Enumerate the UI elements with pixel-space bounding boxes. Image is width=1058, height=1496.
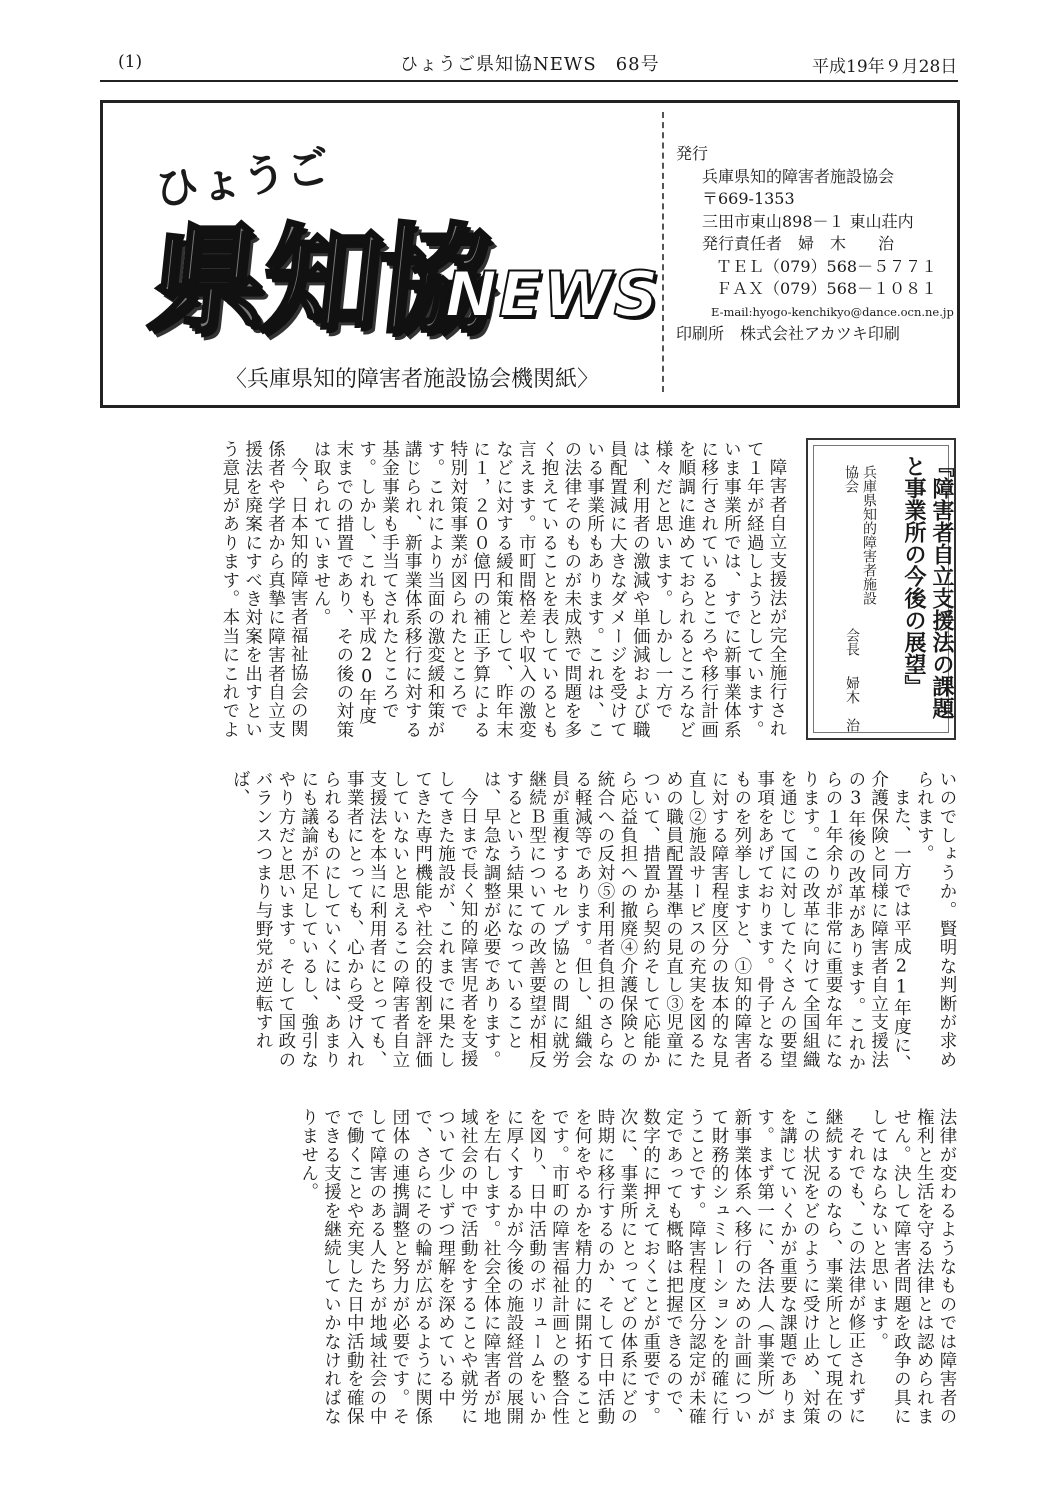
- publisher-info: [676, 143, 961, 346]
- publisher-email: E-mail:hyogo-kenchikyo@dance.ocn.ne.jp: [711, 304, 954, 319]
- paragraph: 法律が変わるようなものでは障害者の権利と生活を守る法律とは認められません。決して障害者問題を政争の具にしてはならないと思います。: [868, 1108, 957, 1426]
- publisher-postal: 〒669-1353: [702, 189, 795, 208]
- issue-date: 平成19年９月28日: [812, 57, 958, 77]
- page-number: (1): [118, 52, 143, 72]
- author-role: 会長: [844, 628, 860, 656]
- paragraph: 今、日本知的障害者福祉協会の関係者や学者から真摯に障害者自立支援法を廃案にすべき対案を出すという意見があります。本当にこれでよ: [219, 440, 309, 740]
- publisher-tel: ＴＥＬ（079）568－５７７１: [716, 256, 938, 276]
- paragraph: いのでしょうか。賢明な判断が求められます。: [914, 770, 957, 1070]
- logo-kenchikyo: 県知協: [141, 211, 499, 349]
- publisher-org: 兵庫県知的障害者施設協会: [702, 166, 895, 186]
- paragraph: また、一方では平成21年度に、介護保険と同様に障害者自立支援法の3年後の改革があります。これからの１年余りが非常に重要な年になります。この改革に向けて全国組織を通じて国に対してたくさんの要望事項をあげております。骨子となるものを列挙しますと、①知的障害者に対する障害程度区分の抜本的な見直し②施設サービスの充実を図るための職員配置基準の見直し③児童について、措置から契約そして応能から応益負担への撤廃④介護保険との統合への反対⑤利用者負担のさらなる軽減等であります。但し、組織会員が重複するセルプ協との間に就労継続Ｂ型についての改善要望が相反するという結果になっていることは、早急な調整が必要であります。: [481, 770, 912, 1073]
- article-body-upper: [128, 440, 788, 740]
- logo-news: NEWS: [445, 258, 661, 331]
- publisher-responsible: 発行責任者 婦 木 治: [702, 234, 895, 253]
- paragraph: 障害者自立支援法が完全施行されて１年が経過しようとしています。いま事業所では、すでに新事業体系に移行されているところや移行計画を順調に進めておられるところなど様々だと思います。しかし一方では、利用者の激減や単価減および職員配置減に大きなダメージを受けている事業所もあります。これは、この法律そのものが未成熟で問題を多く抱えていることを表しているとも言えます。市町間格差や収入の激変などに対する緩和策として、昨年末に１，２００億円の補正予算による特別対策事業が図られたところです。これにより当面の激変緩和策が講じられ、新事業体系移行に対する基金事業も手当てされたところです。しかし、これも平成20年度末までの措置であり、その後の対策は取られていません。: [311, 440, 787, 740]
- author-name: 婦木 治: [844, 676, 860, 732]
- paragraph: 今日まで長く知的障害児者を支援してきた施設が、これまでに果たしてきた専門機能や社会的役割を評価していないと思えるこの障害者自立支援法を本当に利用者にとっても、事業者にとっても、心から受け入れられるものにしていくには、あまりにも議論が不足しているし、強引なやり方だと思います。そして国政のバランスつまり与野党が逆転すれば、: [230, 770, 479, 1070]
- publisher-fax: ＦＡＸ（079）568－１０８１: [716, 279, 938, 298]
- publisher-label: 発行: [676, 144, 709, 163]
- logo-hyougo: ひょうご: [151, 141, 333, 217]
- header-rule: [100, 80, 958, 82]
- paragraph: それでも、この法律が修正されずに継続するのなら、事業所として現在のこの状況をどのように受け止め、対策を講じていくかが重要な課題であります。まず第一に、各法人（事業所）が新事業体系へ移行のための計画について財務的シュミレーションを的確に行うことです。障害程度区分認定が未確定であっても概略は把握できるので、数字的に押えておくことが重要です。次に、事業所にとってどの体系にどの時期に移行するのか、そして日中活動を何をやるかを精力的に開拓することです。市町の障害福祉計画との整合性を図り、日中活動のボリュームをいかに厚くするかが今後の施設経営の展開を左右します。社会全体に障害者が地域社会の中で活動をすることや就労について少しずつ理解を深めている中で、さらにその輪が広がるように関係団体の連携調整と努力が必要です。そして障害のある人たちが地域社会の中で働くことや充実した日中活動を確保できる支援を継続していかなければなりません。: [298, 1108, 866, 1426]
- article-title: 『障害者自立支援法の課題と事業所の今後の展望』: [901, 455, 955, 719]
- article-body-lower: [128, 1108, 958, 1438]
- publication-issue: ひょうご県知協NEWS 68号: [400, 54, 660, 75]
- article-body-middle: [128, 770, 958, 1080]
- masthead-divider: [662, 112, 664, 392]
- publisher-printer: 印刷所 株式会社アカツキ印刷: [676, 324, 900, 343]
- author-org: 兵庫県知的障害者施設協会: [843, 465, 877, 605]
- publisher-address: 三田市東山898－１ 東山荘内: [702, 211, 914, 231]
- masthead-subtitle: 〈兵庫県知的障害者施設協会機関紙〉: [225, 367, 600, 392]
